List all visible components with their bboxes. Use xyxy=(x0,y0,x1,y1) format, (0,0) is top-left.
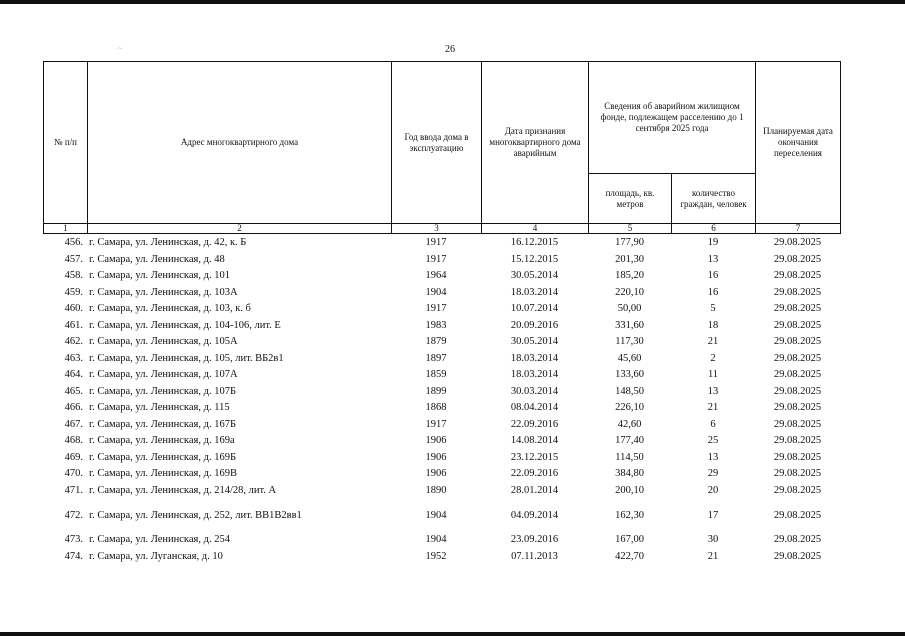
row-number: 471. xyxy=(64,484,83,496)
row-date-recognized: 30.05.2014 xyxy=(510,336,559,348)
row-citizens: 6 xyxy=(710,418,716,430)
row-address: г. Самара, ул. Ленинская, д. 214/28, лит. А xyxy=(89,484,277,496)
row-citizens: 21 xyxy=(707,402,719,414)
row-area: 162,30 xyxy=(615,509,644,521)
table-row xyxy=(43,235,840,252)
table-row xyxy=(43,318,840,335)
row-number: 474. xyxy=(64,550,83,562)
scan-border-top xyxy=(0,0,905,4)
row-area: 42,60 xyxy=(617,418,642,430)
row-number: 461. xyxy=(64,319,83,331)
row-citizens: 13 xyxy=(707,385,719,397)
row-date-recognized: 20.09.2016 xyxy=(510,319,559,331)
table-row xyxy=(43,466,840,483)
row-year: 1917 xyxy=(425,253,447,265)
row-address: г. Самара, ул. Луганская, д. 10 xyxy=(89,550,223,562)
row-year: 1879 xyxy=(425,336,447,348)
row-year: 1952 xyxy=(425,550,447,562)
row-citizens: 20 xyxy=(707,484,719,496)
scan-border-bottom xyxy=(0,632,905,636)
row-date-recognized: 18.03.2014 xyxy=(510,369,559,381)
column-number: 3 xyxy=(392,224,482,234)
table-row xyxy=(43,549,840,566)
row-number: 467. xyxy=(64,418,83,430)
row-planned-date: 29.08.2025 xyxy=(773,418,822,430)
row-planned-date: 29.08.2025 xyxy=(773,270,822,282)
row-citizens: 30 xyxy=(707,534,719,546)
row-area: 220,10 xyxy=(615,286,644,298)
row-date-recognized: 18.03.2014 xyxy=(510,286,559,298)
row-date-recognized: 30.05.2014 xyxy=(510,270,559,282)
row-citizens: 17 xyxy=(707,509,719,521)
row-number: 472. xyxy=(64,509,83,521)
row-year: 1906 xyxy=(425,468,447,480)
row-year: 1917 xyxy=(425,237,447,249)
column-number: 6 xyxy=(672,224,756,234)
table-header xyxy=(43,61,841,234)
header-num: № п/п xyxy=(44,62,88,224)
row-area: 384,80 xyxy=(615,468,644,480)
row-number: 465. xyxy=(64,385,83,397)
row-number: 470. xyxy=(64,468,83,480)
row-number: 457. xyxy=(64,253,83,265)
row-area: 50,00 xyxy=(617,303,642,315)
scan-smudge: ~ xyxy=(118,44,123,53)
row-date-recognized: 22.09.2016 xyxy=(510,468,559,480)
row-date-recognized: 04.09.2014 xyxy=(510,509,559,521)
row-year: 1904 xyxy=(425,286,447,298)
row-year: 1983 xyxy=(425,319,447,331)
column-number: 2 xyxy=(88,224,392,234)
row-area: 331,60 xyxy=(615,319,644,331)
row-citizens: 16 xyxy=(707,286,719,298)
row-date-recognized: 22.09.2016 xyxy=(510,418,559,430)
row-area: 177,90 xyxy=(615,237,644,249)
header-date-recognized: Дата признания многоквартирного дома аварийным xyxy=(482,62,589,224)
row-year: 1964 xyxy=(425,270,447,282)
row-number: 458. xyxy=(64,270,83,282)
row-planned-date: 29.08.2025 xyxy=(773,253,822,265)
row-citizens: 25 xyxy=(707,435,719,447)
row-address: г. Самара, ул. Ленинская, д. 103А xyxy=(89,286,238,298)
row-citizens: 13 xyxy=(707,451,719,463)
row-area: 148,50 xyxy=(615,385,644,397)
row-citizens: 29 xyxy=(707,468,719,480)
row-citizens: 5 xyxy=(710,303,716,315)
row-address: г. Самара, ул. Ленинская, д. 169а xyxy=(89,435,235,447)
table-row xyxy=(43,367,840,384)
row-date-recognized: 28.01.2014 xyxy=(510,484,559,496)
row-year: 1868 xyxy=(425,402,447,414)
row-address: г. Самара, ул. Ленинская, д. 105А xyxy=(89,336,238,348)
row-citizens: 21 xyxy=(707,336,719,348)
row-area: 117,30 xyxy=(615,336,644,348)
row-date-recognized: 16.12.2015 xyxy=(510,237,559,249)
row-date-recognized: 07.11.2013 xyxy=(511,550,558,562)
table-row xyxy=(43,351,840,368)
row-planned-date: 29.08.2025 xyxy=(773,352,822,364)
row-year: 1899 xyxy=(425,385,447,397)
row-number: 473. xyxy=(64,534,83,546)
column-number: 1 xyxy=(44,224,88,234)
row-citizens: 21 xyxy=(707,550,719,562)
row-planned-date: 29.08.2025 xyxy=(773,336,822,348)
row-date-recognized: 14.08.2014 xyxy=(510,435,559,447)
row-address: г. Самара, ул. Ленинская, д. 105, лит. ВБ2в1 xyxy=(89,352,284,364)
column-number: 5 xyxy=(589,224,672,234)
row-address: г. Самара, ул. Ленинская, д. 252, лит. ВВ1В2вв1 xyxy=(89,509,302,521)
row-area: 201,30 xyxy=(615,253,644,265)
column-number: 4 xyxy=(482,224,589,234)
row-year: 1890 xyxy=(425,484,447,496)
table-row xyxy=(43,483,840,500)
row-year: 1904 xyxy=(425,509,447,521)
column-number: 7 xyxy=(756,224,841,234)
row-citizens: 18 xyxy=(707,319,719,331)
header-info-group: Сведения об аварийном жилищном фонде, подлежащем расселению до 1 сентября 2025 года xyxy=(589,62,756,174)
row-date-recognized: 23.09.2016 xyxy=(510,534,559,546)
row-planned-date: 29.08.2025 xyxy=(773,237,822,249)
row-date-recognized: 10.07.2014 xyxy=(510,303,559,315)
row-address: г. Самара, ул. Ленинская, д. 48 xyxy=(89,253,225,265)
row-area: 167,00 xyxy=(615,534,644,546)
header-area: площадь, кв. метров xyxy=(589,174,672,224)
row-area: 114,50 xyxy=(615,451,644,463)
header-planned-date: Планируемая дата окончания переселения xyxy=(756,62,841,224)
row-address: г. Самара, ул. Ленинская, д. 254 xyxy=(89,534,230,546)
header-citizens: количество граждан, человек xyxy=(672,174,756,224)
header-year: Год ввода дома в эксплуатацию xyxy=(392,62,482,224)
row-address: г. Самара, ул. Ленинская, д. 167Б xyxy=(89,418,236,430)
row-planned-date: 29.08.2025 xyxy=(773,534,822,546)
table-row xyxy=(43,285,840,302)
row-number: 463. xyxy=(64,352,83,364)
row-planned-date: 29.08.2025 xyxy=(773,550,822,562)
row-date-recognized: 08.04.2014 xyxy=(510,402,559,414)
row-planned-date: 29.08.2025 xyxy=(773,319,822,331)
row-citizens: 16 xyxy=(707,270,719,282)
row-date-recognized: 15.12.2015 xyxy=(510,253,559,265)
row-address: г. Самара, ул. Ленинская, д. 104-106, лит. Е xyxy=(89,319,281,331)
row-planned-date: 29.08.2025 xyxy=(773,286,822,298)
row-number: 469. xyxy=(64,451,83,463)
table-row xyxy=(43,334,840,351)
row-number: 459. xyxy=(64,286,83,298)
row-planned-date: 29.08.2025 xyxy=(773,451,822,463)
row-year: 1917 xyxy=(425,303,447,315)
row-planned-date: 29.08.2025 xyxy=(773,484,822,496)
row-address: г. Самара, ул. Ленинская, д. 107А xyxy=(89,369,238,381)
page-number: 26 xyxy=(445,44,455,55)
row-number: 462. xyxy=(64,336,83,348)
row-address: г. Самара, ул. Ленинская, д. 103, к. б xyxy=(89,303,251,315)
table-row xyxy=(43,384,840,401)
row-year: 1859 xyxy=(425,369,447,381)
row-area: 422,70 xyxy=(615,550,644,562)
row-date-recognized: 18.03.2014 xyxy=(510,352,559,364)
row-planned-date: 29.08.2025 xyxy=(773,509,822,521)
table-row xyxy=(43,433,840,450)
row-address: г. Самара, ул. Ленинская, д. 101 xyxy=(89,270,230,282)
row-date-recognized: 23.12.2015 xyxy=(510,451,559,463)
row-number: 464. xyxy=(64,369,83,381)
row-planned-date: 29.08.2025 xyxy=(773,385,822,397)
table-row xyxy=(43,268,840,285)
row-area: 45,60 xyxy=(617,352,642,364)
row-area: 226,10 xyxy=(615,402,644,414)
row-date-recognized: 30.03.2014 xyxy=(510,385,559,397)
row-area: 185,20 xyxy=(615,270,644,282)
row-number: 468. xyxy=(64,435,83,447)
row-citizens: 19 xyxy=(707,237,719,249)
header-address: Адрес многоквартирного дома xyxy=(88,62,392,224)
row-citizens: 11 xyxy=(707,369,719,381)
row-address: г. Самара, ул. Ленинская, д. 115 xyxy=(89,402,230,414)
row-area: 200,10 xyxy=(615,484,644,496)
row-year: 1906 xyxy=(425,451,447,463)
row-address: г. Самара, ул. Ленинская, д. 107Б xyxy=(89,385,236,397)
row-address: г. Самара, ул. Ленинская, д. 169В xyxy=(89,468,237,480)
row-number: 460. xyxy=(64,303,83,315)
row-address: г. Самара, ул. Ленинская, д. 42, к. Б xyxy=(89,237,247,249)
row-year: 1917 xyxy=(425,418,447,430)
row-planned-date: 29.08.2025 xyxy=(773,435,822,447)
row-planned-date: 29.08.2025 xyxy=(773,402,822,414)
row-number: 456. xyxy=(64,237,83,249)
table-row xyxy=(43,400,840,417)
row-area: 133,60 xyxy=(615,369,644,381)
table-row xyxy=(43,499,840,532)
table-row xyxy=(43,450,840,467)
data-table xyxy=(43,235,840,565)
row-planned-date: 29.08.2025 xyxy=(773,303,822,315)
row-planned-date: 29.08.2025 xyxy=(773,468,822,480)
row-citizens: 13 xyxy=(707,253,719,265)
row-area: 177,40 xyxy=(615,435,644,447)
row-citizens: 2 xyxy=(710,352,716,364)
row-year: 1897 xyxy=(425,352,447,364)
table-row xyxy=(43,252,840,269)
row-planned-date: 29.08.2025 xyxy=(773,369,822,381)
row-year: 1906 xyxy=(425,435,447,447)
row-address: г. Самара, ул. Ленинская, д. 169Б xyxy=(89,451,236,463)
table-row xyxy=(43,417,840,434)
row-year: 1904 xyxy=(425,534,447,546)
table-row xyxy=(43,301,840,318)
row-number: 466. xyxy=(64,402,83,414)
table-row xyxy=(43,532,840,549)
